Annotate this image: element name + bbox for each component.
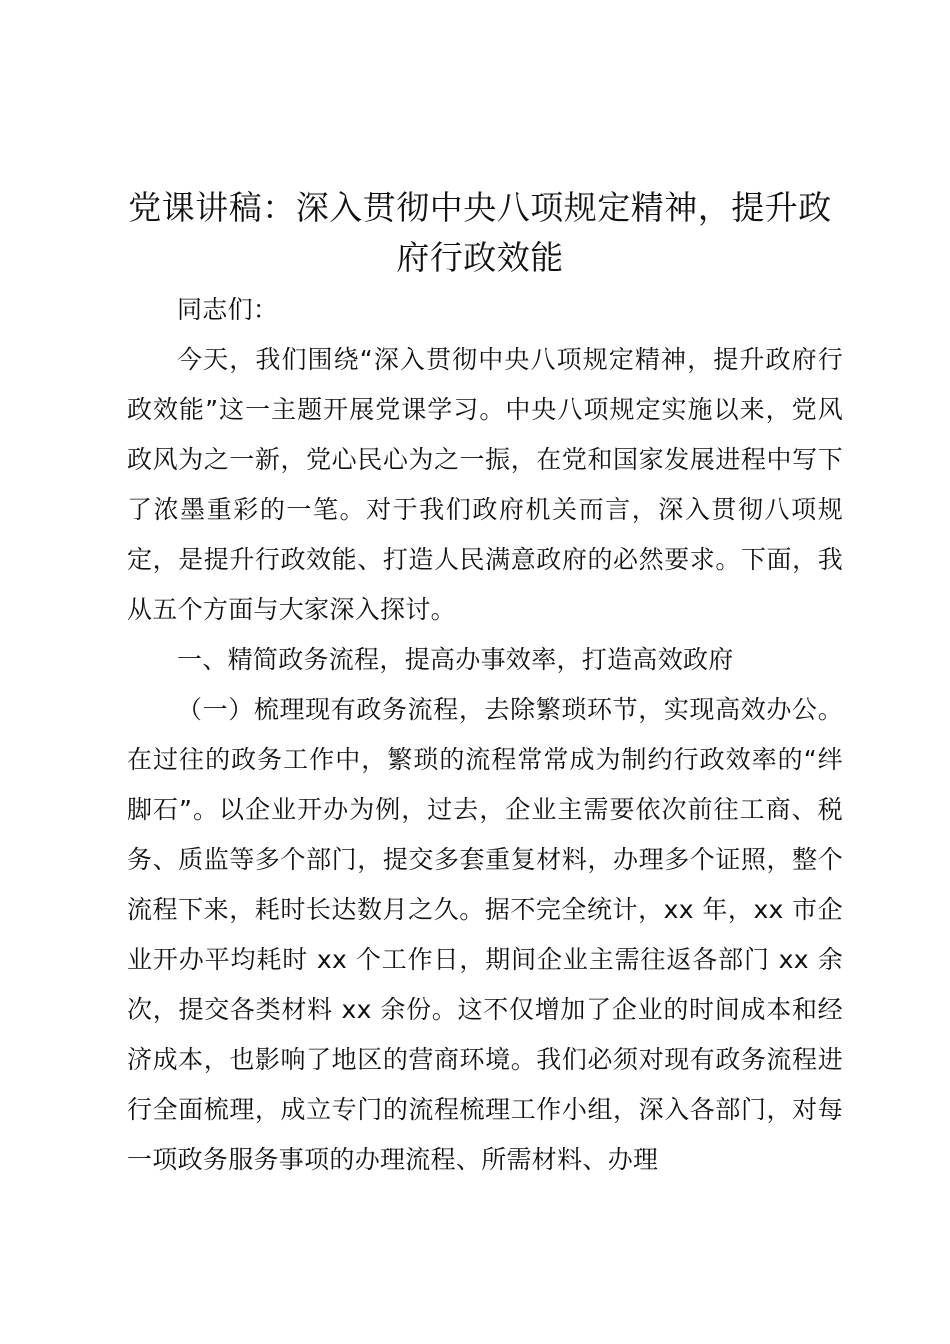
salutation: 同志们： [177,295,279,324]
document-title: 党课讲稿：深入贯彻中央八项规定精神，提升政府行政效能 [128,188,832,277]
intro-paragraph: 今天，我们围绕“深入贯彻中央八项规定精神，提升政府行政效能”这一主题开展党课学习。中央八项规定实施以来，党风政风为之一新，党心民心为之一振，在党和国家发展进程中写下了浓墨重彩的一笔。对于我们政府机关而言，深入贯彻八项规定，是提升行政效能、打造人民满意政府的必然要求。下面，我从五个方面与大家深入探讨。 [127,345,843,624]
section-heading: 一、精简政务流程，提高办事效率，打造高效政府 [177,645,734,674]
document-body [127,285,843,1185]
subsection-paragraph: （一）梳理现有政务流程，去除繁琐环节，实现高效办公。在过往的政务工作中，繁琐的流程常常成为制约行政效率的“绊脚石”。以企业开办为例，过去，企业主需要依次前往工商、税务、质监等多个部门，提交多套重复材料，办理多个证照，整个流程下来，耗时长达数月之久。据不完全统计，xx 年，xx 市企业开办平均耗时 xx 个工作日，期间企业主需往返各部门 xx 余次，提交各类材料 xx 余份。这不仅增加了企业的时间成本和经济成本，也影响了地区的营商环境。我们必须对现有政务流程进行全面梳理，成立专门的流程梳理工作小组，深入各部门，对每一项政务服务事项的办理流程、所需材料、办理 [127,695,843,1174]
